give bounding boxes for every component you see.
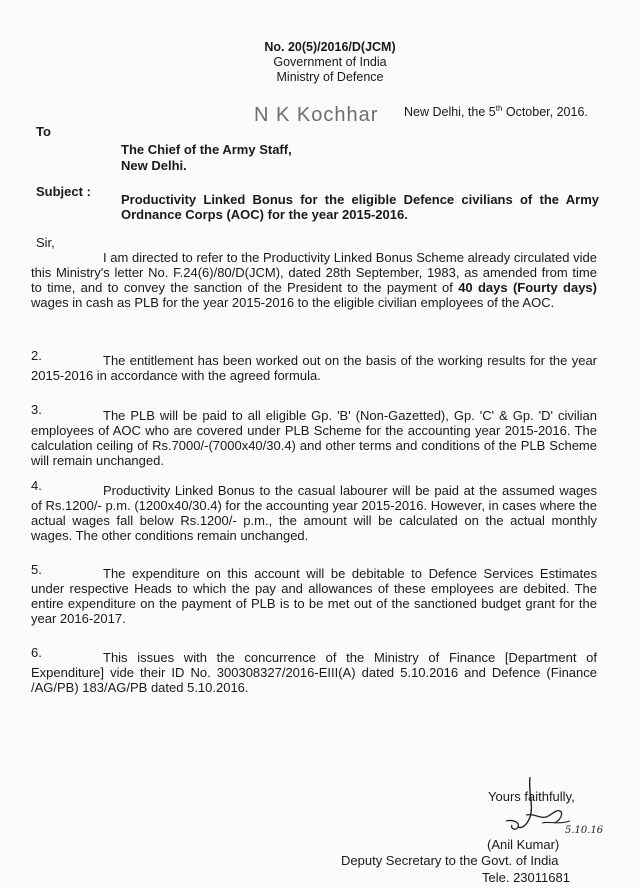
signatory-designation: Deputy Secretary to the Govt. of India [341,853,559,868]
addressee-line-2: New Delhi. [121,158,187,173]
paragraph-4-number: 4. [31,478,42,493]
paragraph-5: The expenditure on this account will be debitable to Defence Services Estimates under respective Heads to which the pay and allowances of these employees are debited. The entire expenditure on the payment of PLB is to be met out of the sanctioned budget grant for the year 2016-2017. [31,566,597,626]
paragraph-2: The entitlement has been worked out on the basis of the working results for the year 2015-2016 in accordance with the agreed formula. [31,353,597,383]
government-line: Government of India [273,55,387,69]
signatory-name: (Anil Kumar) [487,837,560,852]
letter-date [404,104,588,119]
subject-text: Productivity Linked Bonus for the eligible Defence civilians of the Army Ordnance Corps (AOC) for the year 2015-2016. [121,192,599,222]
handwritten-date: 5.10.16 [565,825,604,836]
paragraph-1 [31,250,597,310]
date-suffix-sup: th [495,104,503,113]
paragraph-1-bold: 40 days (Fourty days) [458,280,597,295]
paragraph-6: This issues with the concurrence of the Ministry of Finance [Department of Expenditure] vide their ID No. 300308327/2016-EIII(A) dated 5.10.2016 and Defence (Finance /AG/PB) 183/AG/PB dated 5.10.2016. [31,650,597,695]
salutation: Sir, [36,235,55,250]
subject-label: Subject : [36,184,91,199]
paragraph-2-number: 2. [31,348,42,363]
date-rest: October, 2016. [502,105,588,120]
to-label: To [36,124,51,139]
telephone-number: Tele. 23011681 [482,870,570,885]
paragraph-6-number: 6. [31,645,42,660]
reference-number: No. 20(5)/2016/D(JCM) [264,40,396,54]
paragraph-4: Productivity Linked Bonus to the casual labourer will be paid at the assumed wages of Rs.1200/- p.m. (1200x40/30.4) for the accounting year 2015-2016. However, in cases where the actual wages fall below Rs.1200/- p.m., the amount will be calculated on the actual monthly wages. The other conditions remain unchanged. [31,483,597,543]
addressee-line-1: The Chief of the Army Staff, [121,142,292,157]
paragraph-3-number: 3. [31,402,42,417]
ministry-line: Ministry of Defence [276,70,384,84]
name-stamp: N K Kochhar [254,104,379,126]
paragraph-5-number: 5. [31,562,42,577]
paragraph-3: The PLB will be paid to all eligible Gp. 'B' (Non-Gazetted), Gp. 'C' & Gp. 'D' civilian employees of AOC who are covered under PLB Scheme for the accounting year 2015-2016. The calculation ceiling of Rs.7000/-(7000x40/30.4) and other terms and conditions of the PLB Scheme will remain unchanged. [31,408,597,468]
letter-header [255,40,405,85]
date-prefix: New Delhi, the 5 [404,105,496,120]
paragraph-1-text-a: I am directed to refer to the Productivity Linked Bonus Scheme already circulated vide this Ministry's letter No. F.24(6)/80/D(JCM), dated 28th September, 1983, as amended from time to time, and to convey the sanction of the President to the payment of [31,250,597,295]
addressee [121,142,292,174]
paragraph-1-text-b: wages in cash as PLB for the year 2015-2016 to the eligible civilian employees of the AOC. [31,295,555,310]
closing-text: Yours faithfully, [488,789,575,804]
